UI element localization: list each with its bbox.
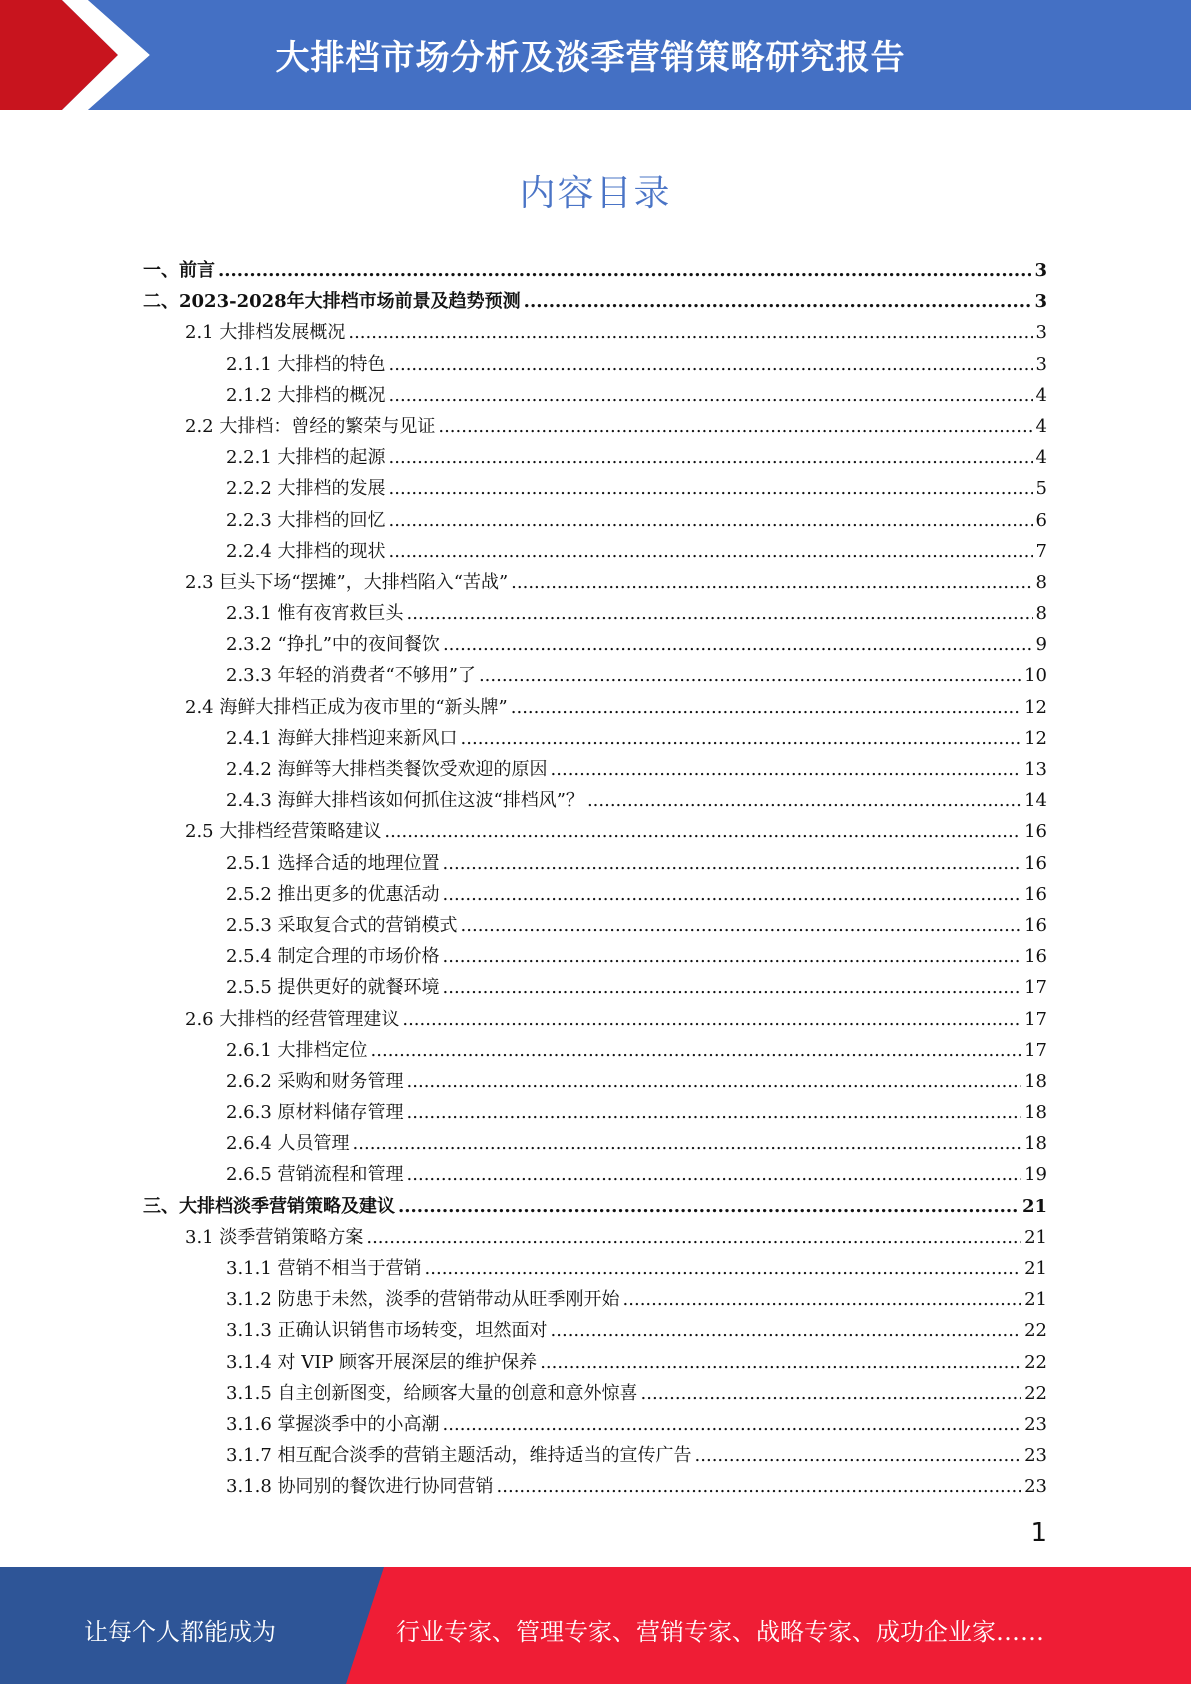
toc-entry-page: 7 [1035,540,1047,562]
toc-leader-dots [353,1128,1022,1159]
toc-entry-label: 2.5.5 提供更好的就餐环境 [226,977,440,999]
toc-leader-dots [511,567,1032,598]
toc-entry-label: 二、2023-2028年大排档市场前景及趋势预测 [143,291,521,313]
toc-entry-page: 23 [1024,1476,1047,1498]
toc-entry[interactable] [143,1378,1047,1409]
toc-entry-label: 3.1.5 自主创新图变，给顾客大量的创意和意外惊喜 [226,1382,638,1404]
toc-leader-dots [366,1222,1021,1253]
toc-entry[interactable] [143,910,1047,941]
toc-leader-dots [218,255,1031,286]
toc-entry-page: 17 [1024,1039,1047,1061]
toc-entry-page: 3 [1035,353,1047,375]
toc-leader-dots [443,941,1022,972]
toc-entry-label: 3.1.7 相互配合淡季的营销主题活动，维持适当的宣传广告 [226,1445,692,1467]
toc-leader-dots [402,1004,1021,1035]
toc-entry[interactable] [143,473,1047,504]
toc-entry-page: 16 [1024,883,1047,905]
toc-entry-label: 2.4.3 海鲜大排档该如何抓住这波“排档风”？ [226,790,584,812]
toc-entry-label: 2.6.3 原材料储存管理 [226,1102,404,1124]
toc-leader-dots [443,879,1022,910]
toc-leader-dots [551,754,1022,785]
toc-entry[interactable] [143,723,1047,754]
toc-leader-dots [389,473,1033,504]
toc-entry[interactable] [143,1004,1047,1035]
toc-entry-page: 19 [1024,1164,1047,1186]
toc-entry-label: 2.2.1 大排档的起源 [226,447,386,469]
toc-entry-label: 2.6 大排档的经营管理建议 [185,1008,400,1030]
toc-entry-label: 2.6.4 人员管理 [226,1133,350,1155]
toc-leader-dots [587,785,1021,816]
toc-entry-label: 2.5.2 推出更多的优惠活动 [226,883,440,905]
toc-entry-label: 2.2.2 大排档的发展 [226,478,386,500]
toc-entry[interactable] [143,1347,1047,1378]
toc-leader-dots [438,411,1032,442]
toc-leader-dots [497,1471,1022,1502]
toc-entry-label: 2.4.2 海鲜等大排档类餐饮受欢迎的原因 [226,759,548,780]
toc-leader-dots [443,629,1033,660]
toc-entry-page: 16 [1024,852,1047,874]
toc-entry-label: 2.6.5 营销流程和管理 [226,1164,404,1186]
report-title: 大排档市场分析及淡季营销策略研究报告 [275,38,906,78]
toc-entry-label: 2.3.3 年轻的消费者“不够用”了 [226,665,476,687]
toc-entry-page: 12 [1024,696,1047,718]
toc-entry[interactable] [143,1097,1047,1128]
toc-entry-label: 2.5.4 制定合理的市场价格 [226,946,440,968]
toc-leader-dots [371,1035,1022,1066]
toc-entry[interactable] [143,1191,1047,1222]
toc-leader-dots [389,536,1033,567]
toc-entry[interactable] [143,1066,1047,1097]
toc-entry[interactable] [143,941,1047,972]
toc-entry-page: 12 [1024,727,1047,749]
toc-heading: 内容目录 [519,173,672,214]
toc-entry-page: 16 [1024,821,1047,843]
toc-entry-page: 21 [1024,1226,1047,1248]
toc-entry[interactable] [143,1409,1047,1440]
toc-leader-dots [641,1378,1022,1409]
toc-entry[interactable] [143,1471,1047,1502]
toc-entry-label: 2.3.1 惟有夜宵救巨头 [226,603,404,625]
toc-leader-dots [407,1097,1022,1128]
toc-leader-dots [389,349,1033,380]
toc-entry-label: 2.5 大排档经营策略建议 [185,821,382,843]
toc-entry-page: 3 [1035,322,1047,344]
toc-entry-page: 16 [1024,914,1047,936]
toc-entry-label: 2.1.2 大排档的概况 [226,384,386,406]
toc-entry-label: 2.6.1 大排档定位 [226,1039,368,1061]
toc-entry[interactable] [143,972,1047,1003]
toc-leader-dots [398,1191,1019,1222]
footer-slogan-left: 让每个人都能成为 [84,1618,276,1646]
toc-entry-label: 2.2.4 大排档的现状 [226,540,386,562]
toc-leader-dots [407,1159,1022,1190]
toc-entry-label: 一、前言 [143,260,215,281]
toc-entry-label: 2.1 大排档发展概况 [185,322,346,344]
toc-entry[interactable] [143,536,1047,567]
toc-leader-dots [389,380,1033,411]
toc-entry[interactable] [143,1284,1047,1315]
toc-entry-page: 4 [1035,415,1047,437]
toc-leader-dots [443,1409,1022,1440]
toc-leader-dots [348,317,1032,348]
toc-entry-page: 23 [1024,1413,1047,1435]
toc-entry[interactable] [143,380,1047,411]
toc-entry-page: 13 [1024,759,1047,780]
toc-entry-label: 2.5.3 采取复合式的营销模式 [226,914,458,936]
toc-entry-page: 21 [1024,1289,1047,1311]
toc-entry-label: 2.4 海鲜大排档正成为夜市里的“新头牌” [185,696,508,718]
toc-entry-label: 3.1.3 正确认识销售市场转变，坦然面对 [226,1320,548,1342]
toc-leader-dots [384,816,1021,847]
toc-entry[interactable] [143,1035,1047,1066]
toc-entry-page: 8 [1035,603,1047,625]
toc-entry-label: 3.1.8 协同别的餐饮进行协同营销 [226,1476,494,1498]
toc-entry-page: 22 [1024,1351,1047,1373]
toc-leader-dots [407,598,1033,629]
toc-entry-page: 17 [1024,977,1047,999]
toc-entry[interactable] [143,1440,1047,1471]
toc-leader-dots [524,286,1032,317]
toc-entry[interactable] [143,286,1047,317]
header-banner [0,0,1191,110]
toc-entry-page: 3 [1034,291,1047,313]
toc-entry-page: 16 [1024,946,1047,968]
toc-entry-page: 18 [1024,1133,1047,1155]
toc-entry-label: 3.1.2 防患于未然，淡季的营销带动从旺季刚开始 [226,1289,620,1311]
table-of-contents [143,255,1047,1503]
toc-entry-page: 8 [1035,571,1047,593]
toc-leader-dots [623,1284,1022,1315]
toc-entry-label: 3.1.1 营销不相当于营销 [226,1258,422,1279]
toc-entry[interactable] [143,629,1047,660]
toc-leader-dots [461,723,1022,754]
toc-entry-label: 2.4.1 海鲜大排档迎来新风口 [226,727,458,749]
toc-entry-page: 10 [1024,665,1047,687]
toc-entry-page: 4 [1035,384,1047,406]
toc-entry-label: 3.1 淡季营销策略方案 [185,1226,364,1248]
toc-entry-page: 3 [1034,260,1047,281]
toc-entry[interactable] [143,754,1047,785]
toc-entry-label: 2.5.1 选择合适的地理位置 [226,852,440,874]
toc-entry-label: 三、大排档淡季营销策略及建议 [143,1195,395,1217]
toc-entry-label: 2.2 大排档：曾经的繁荣与见证 [185,415,436,437]
toc-entry[interactable] [143,660,1047,691]
toc-entry[interactable] [143,1253,1047,1284]
toc-entry-page: 22 [1024,1320,1047,1342]
toc-leader-dots [540,1347,1021,1378]
toc-leader-dots [407,1066,1022,1097]
toc-entry[interactable] [143,598,1047,629]
toc-entry-label: 2.2.3 大排档的回忆 [226,509,386,531]
toc-entry[interactable] [143,848,1047,879]
toc-entry-page: 21 [1021,1195,1047,1217]
toc-entry-label: 3.1.6 掌握淡季中的小高潮 [226,1413,440,1435]
page-number: 1 [1030,1518,1047,1548]
toc-entry[interactable] [143,411,1047,442]
toc-leader-dots [443,972,1022,1003]
toc-entry[interactable] [143,1159,1047,1190]
toc-entry-page: 21 [1024,1258,1047,1279]
toc-entry[interactable] [143,255,1047,286]
toc-entry-page: 22 [1024,1382,1047,1404]
toc-entry[interactable] [143,317,1047,348]
toc-entry-page: 17 [1024,1008,1047,1030]
toc-entry-page: 6 [1035,509,1047,531]
toc-leader-dots [551,1315,1022,1346]
footer-slogan-right: 行业专家、管理专家、营销专家、战略专家、成功企业家…… [396,1618,1044,1646]
toc-entry-page: 9 [1035,634,1047,656]
toc-entry[interactable] [143,1315,1047,1346]
toc-leader-dots [695,1440,1022,1471]
toc-entry-page: 18 [1024,1070,1047,1092]
toc-entry[interactable] [143,1128,1047,1159]
toc-entry-page: 14 [1024,790,1047,812]
toc-leader-dots [479,660,1021,691]
toc-entry[interactable] [143,785,1047,816]
toc-leader-dots [389,442,1033,473]
toc-leader-dots [461,910,1022,941]
toc-entry[interactable] [143,349,1047,380]
toc-entry-label: 3.1.4 对 VIP 顾客开展深层的维护保养 [226,1351,538,1373]
toc-entry[interactable] [143,567,1047,598]
toc-entry-label: 2.1.1 大排档的特色 [226,353,386,375]
toc-entry-label: 2.6.2 采购和财务管理 [226,1070,404,1092]
toc-leader-dots [389,505,1033,536]
toc-entry-label: 2.3 巨头下场“摆摊”，大排档陷入“苦战” [185,571,509,593]
toc-entry[interactable] [143,879,1047,910]
toc-entry-page: 18 [1024,1102,1047,1124]
toc-entry-page: 23 [1024,1445,1047,1467]
toc-entry[interactable] [143,442,1047,473]
toc-entry-label: 2.3.2 “挣扎”中的夜间餐饮 [226,634,440,656]
toc-leader-dots [443,848,1022,879]
toc-entry[interactable] [143,505,1047,536]
toc-leader-dots [511,692,1021,723]
toc-entry[interactable] [143,816,1047,847]
footer-banner [0,1567,1191,1684]
toc-entry-page: 4 [1035,447,1047,469]
toc-entry[interactable] [143,1222,1047,1253]
toc-entry[interactable] [143,692,1047,723]
toc-leader-dots [425,1253,1022,1284]
toc-entry-page: 5 [1035,478,1047,500]
